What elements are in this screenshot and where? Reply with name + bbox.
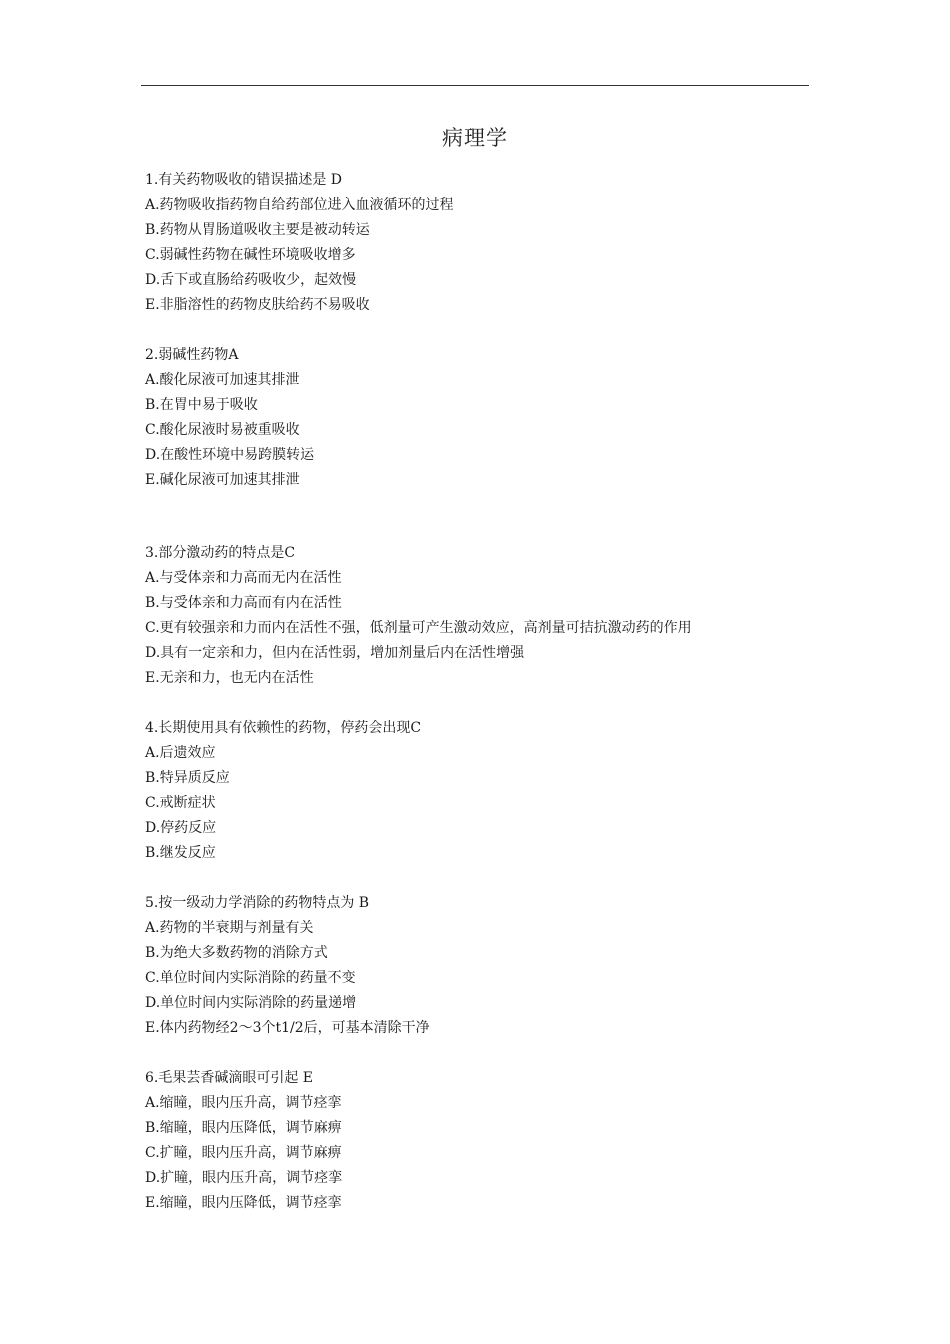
- option-c: C.弱碱性药物在碱性环境吸收增多: [145, 247, 356, 263]
- option-c: C.更有较强亲和力而内在活性不强，低剂量可产生激动效应，高剂量可拮抗激动药的作用: [145, 620, 692, 636]
- question-stem: 3.部分激动药的特点是C: [145, 545, 296, 561]
- option-d: D.停药反应: [145, 820, 217, 836]
- question-2: [145, 343, 825, 493]
- option-e: E.非脂溶性的药物皮肤给药不易吸收: [145, 297, 370, 313]
- option-d: D.在酸性环境中易跨膜转运: [145, 447, 315, 463]
- option-a: A.后遗效应: [145, 745, 216, 761]
- option-a: A.与受体亲和力高而无内在活性: [145, 570, 342, 586]
- header-rule: [141, 85, 809, 86]
- option-a: A.酸化尿液可加速其排泄: [145, 372, 300, 388]
- option-b: B.特异质反应: [145, 770, 230, 786]
- option-c: C.扩瞳，眼内压升高，调节麻痹: [145, 1145, 342, 1161]
- question-stem: 5.按一级动力学消除的药物特点为 B: [145, 895, 370, 911]
- option-e: B.继发反应: [145, 845, 216, 861]
- option-c: C.酸化尿液时易被重吸收: [145, 422, 300, 438]
- question-4: [145, 716, 825, 866]
- option-e: E.碱化尿液可加速其排泄: [145, 472, 300, 488]
- question-5: [145, 891, 825, 1041]
- option-e: E.无亲和力，也无内在活性: [145, 670, 314, 686]
- page-title: 病理学: [442, 126, 508, 150]
- question-stem: 4.长期使用具有依赖性的药物，停药会出现C: [145, 720, 422, 736]
- option-b: B.缩瞳，眼内压降低，调节麻痹: [145, 1120, 342, 1136]
- option-b: B.为绝大多数药物的消除方式: [145, 945, 328, 961]
- option-d: D.单位时间内实际消除的药量递增: [145, 995, 357, 1011]
- option-e: E.缩瞳，眼内压降低，调节痉挛: [145, 1195, 342, 1211]
- option-b: B.药物从胃肠道吸收主要是被动转运: [145, 222, 370, 238]
- question-list: [145, 168, 825, 1216]
- option-a: A.药物的半衰期与剂量有关: [145, 920, 314, 936]
- question-stem: 1.有关药物吸收的错误描述是 D: [145, 172, 343, 188]
- question-stem: 6.毛果芸香碱滴眼可引起 E: [145, 1070, 314, 1086]
- question-1: [145, 168, 825, 318]
- option-d: D.舌下或直肠给药吸收少，起效慢: [145, 272, 357, 288]
- question-3: [145, 541, 825, 691]
- option-b: B.在胃中易于吸收: [145, 397, 258, 413]
- question-6: [145, 1066, 825, 1216]
- option-a: A.缩瞳，眼内压升高，调节痉挛: [145, 1095, 342, 1111]
- option-b: B.与受体亲和力高而有内在活性: [145, 595, 342, 611]
- option-e: E.体内药物经2～3个t1/2后，可基本清除干净: [145, 1020, 430, 1036]
- option-d: D.扩瞳，眼内压升高，调节痉挛: [145, 1170, 343, 1186]
- question-stem: 2.弱碱性药物A: [145, 347, 239, 363]
- option-c: C.戒断症状: [145, 795, 216, 811]
- option-d: D.具有一定亲和力，但内在活性弱，增加剂量后内在活性增强: [145, 645, 525, 661]
- option-c: C.单位时间内实际消除的药量不变: [145, 970, 356, 986]
- option-a: A.药物吸收指药物自给药部位进入血液循环的过程: [145, 197, 454, 213]
